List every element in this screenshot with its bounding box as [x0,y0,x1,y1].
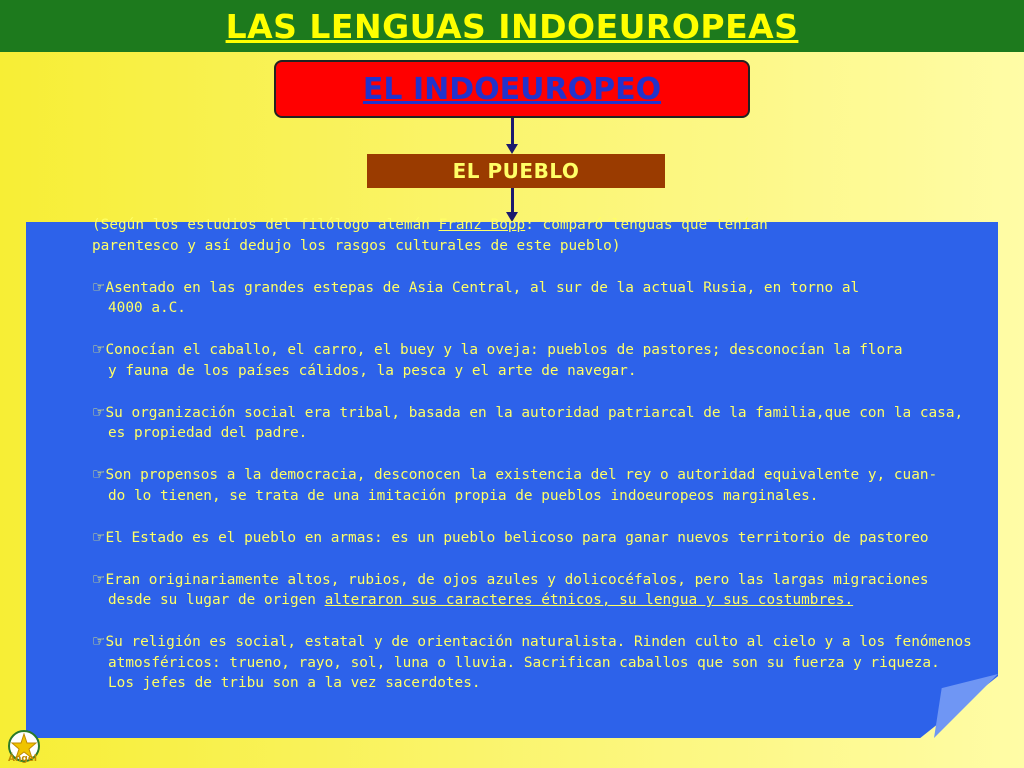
bullet-item-6: ☞Eran originariamente altos, rubios, de ojos azules y dolicocéfalos, pero las largas migraciones desde su lugar de origen alteraron sus caracteres étnicos, su lengua y sus costumbres. [92,569,929,608]
bullet-item-5: ☞El Estado es el pueblo en armas: es un pueblo belicoso para ganar nuevos territorio de pastoreo [92,527,929,546]
arrow-down-icon [506,144,518,154]
intro-paragraph: (Según los estudios del filólogo alemán Franz Bopp: comparó lenguas que tenían parentesco y así dedujo los rasgos culturales de este pueblo) [92,217,768,254]
subtopic-label: EL PUEBLO [452,159,580,183]
pointing-hand-icon: ☞ [92,340,106,358]
pointing-hand-icon: ☞ [92,402,106,421]
underlined-phrase: alteraron sus caracteres étnicos, su lengua y sus costumbres. [324,592,854,608]
bullet-item-2: ☞Conocían el caballo, el carro, el buey y la oveja: pueblos de pastores; desconocían la flora y fauna de los países cálidos, la pesca y el arte de navegar. [92,340,903,379]
bullet-item-7: ☞Su religión es social, estatal y de orientación naturalista. Rinden culto al cielo y a los fenómenos atmosféricos: trueno, rayo, sol, luna o lluvia. Sacrifican caballos que son su fuerza y riqueza. Los jefes de tribu son a la vez sacerdotes. [92,632,972,691]
title-bar [0,0,1024,52]
bullet-item-3: ☞Su organización social era tribal, basada en la autoridad patriarcal de la familia,que con la casa, es propiedad del padre. [92,402,964,441]
pointing-hand-icon: ☞ [92,632,106,650]
main-topic-box [274,60,750,118]
logo-text: Ángel [8,754,38,764]
pointing-hand-icon: ☞ [92,465,106,483]
page-title: LAS LENGUAS INDOEUROPEAS [225,6,799,46]
connector-line-bottom [511,188,514,214]
content-text [92,215,982,714]
main-topic-label: EL INDOEUROPEO [362,71,662,107]
pointing-hand-icon: ☞ [92,527,106,546]
pointing-hand-icon: ☞ [92,277,106,296]
bullet-item-1: ☞Asentado en las grandes estepas de Asia Central, al sur de la actual Rusia, en torno al 4000 a.C. [92,277,860,316]
pointing-hand-icon: ☞ [92,569,106,588]
subtopic-box [367,154,665,188]
bullet-item-4: ☞Son propensos a la democracia, desconocen la existencia del rey o autoridad equivalente y, cuan- do lo tienen, se trata de una imitación propia de pueblos indoeuropeos marginales. [92,465,938,504]
franz-bopp-link[interactable]: Franz Bopp [438,217,526,233]
